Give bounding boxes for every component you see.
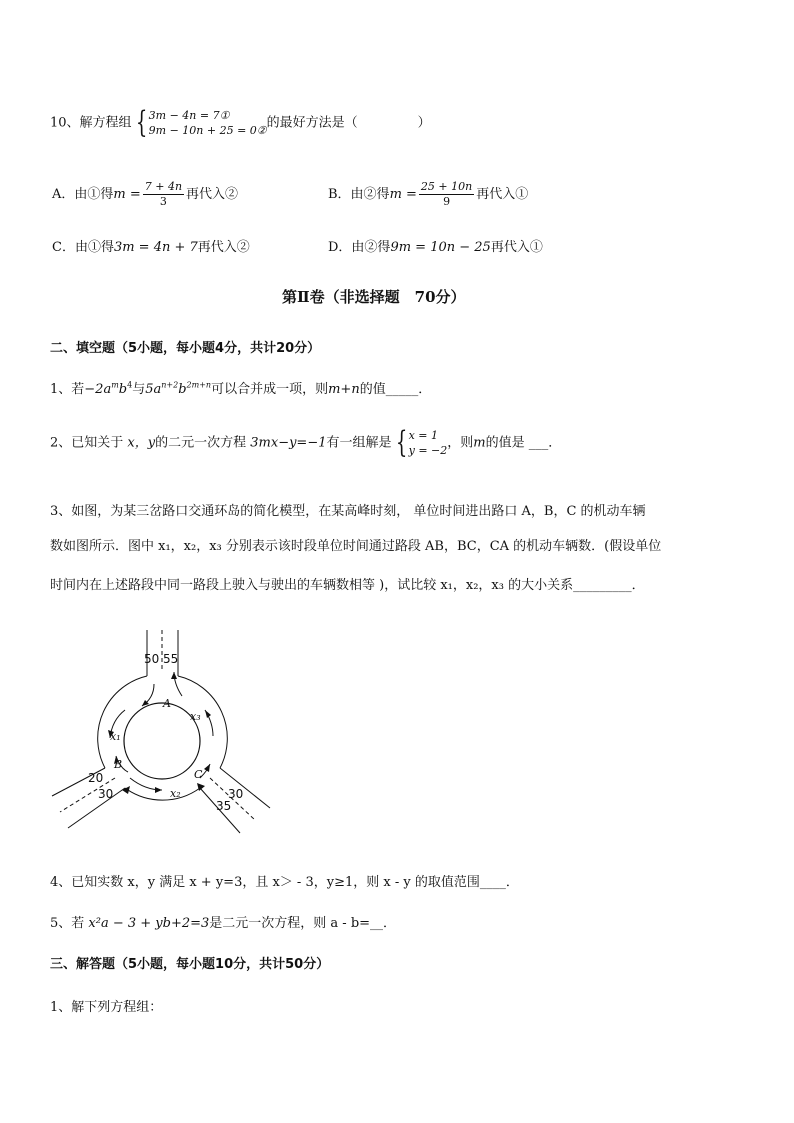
- fill-question-3-line3: 时间内在上述路段中同一路段上驶入与驶出的车辆数相等 )，试比较 x₁，x₂，x₃ 的大小关系_________．: [50, 578, 645, 593]
- option-d-tail: 再代入①: [490, 240, 543, 255]
- arrowhead-icon: [205, 710, 211, 718]
- q10-option-b: [328, 180, 528, 209]
- left-road-bottom-edge: [68, 788, 125, 828]
- fill-question-4: 4、已知实数 x，y 满足 x + y=3，且 x＞ - 3，y≥1，则 x - y 的取值范围____．: [50, 875, 519, 890]
- fq2-sol2: y = −2: [408, 444, 448, 457]
- option-a-label: A．由①得: [52, 187, 114, 202]
- q10-tail: 的最好方法是（: [266, 115, 358, 131]
- label-30-right: 30: [228, 787, 244, 801]
- label-35: 35: [216, 799, 232, 813]
- arrowhead-icon: [155, 787, 162, 793]
- brace-icon: {: [135, 105, 147, 140]
- label-a: A: [163, 697, 171, 710]
- fq2-sol1: x = 1: [408, 429, 439, 442]
- fq2-mid: 的二元一次方程: [155, 435, 247, 451]
- option-c-label: C．由①得: [52, 240, 114, 255]
- label-55: 55: [163, 652, 179, 666]
- roundabout-diagram: [50, 628, 275, 838]
- option-a-numerator: 7 + 4n: [144, 180, 183, 193]
- fq2-vars: x，y: [127, 435, 156, 451]
- section3-heading: 三、解答题（5小题，每小题10分，共计50分）: [50, 957, 330, 972]
- label-x2: x₂: [170, 787, 181, 800]
- fq1-exp1: m: [111, 380, 119, 390]
- q10-system: [132, 105, 267, 140]
- label-30-left: 30: [98, 787, 114, 801]
- fq1-term1b: b: [118, 382, 128, 397]
- q10-option-c: [52, 236, 250, 255]
- fq5-expr: x²a − 3 + yb+2=3: [88, 916, 210, 931]
- section2-heading: 二、填空题（5小题，每小题4分，共计20分）: [50, 341, 321, 356]
- label-x3: x₃: [190, 710, 201, 723]
- q10-eq2: 9m − 10n + 25 = 0②: [148, 124, 267, 137]
- outer-ring-right: [178, 676, 227, 768]
- fq1-pre: 1、若: [50, 382, 85, 397]
- q10-close: ）: [417, 115, 431, 131]
- option-a-tail: 再代入②: [186, 187, 239, 202]
- fq1-tail: 可以合并成一项，则: [211, 382, 329, 397]
- fq1-mid: 与: [132, 382, 146, 397]
- fq1-expr: m+n: [328, 382, 360, 397]
- fq1-term2b: b: [178, 382, 187, 397]
- option-b-fraction: [419, 180, 474, 209]
- option-d-label: D．由②得: [328, 240, 391, 255]
- option-b-label: B．由②得: [328, 187, 390, 202]
- fq2-tail2: 的值是 ___．: [485, 435, 562, 451]
- option-b-tail: 再代入①: [476, 187, 529, 202]
- fq2-eq: 3mx−y=−1: [250, 435, 327, 451]
- outer-ring-bottom: [125, 788, 200, 800]
- option-c-tail: 再代入②: [197, 240, 250, 255]
- fill-question-3-line2: 数如图所示．图中 x₁，x₂，x₃ 分别表示该时段单位时间通过路段 AB，BC，CA 的机动车辆数．(假设单位: [50, 539, 662, 554]
- fq2-solution-system: [392, 425, 448, 460]
- option-b-var: m =: [389, 187, 417, 202]
- fill-question-1: [50, 378, 431, 397]
- fq2-pre: 2、已知关于: [50, 435, 124, 451]
- fq1-tail2: 的值_____．: [359, 382, 432, 397]
- question-10: [50, 105, 431, 140]
- outer-ring-left: [98, 676, 147, 768]
- fq5-tail: 是二元一次方程，则 a - b=__．: [209, 916, 397, 931]
- brace-icon: {: [395, 425, 407, 460]
- q10-option-a: [52, 180, 238, 209]
- option-b-denominator: 9: [443, 195, 451, 208]
- option-a-fraction: [143, 180, 184, 209]
- label-b: B: [114, 758, 123, 771]
- label-50: 50: [144, 652, 160, 666]
- arrowhead-icon: [171, 672, 177, 679]
- fq2-tail: ，则: [447, 435, 474, 451]
- fq1-exp4: 2m+n: [186, 380, 212, 390]
- fill-question-3-line1: 3、如图，为某三岔路口交通环岛的简化模型，在某高峰时刻， 单位时间进出路口 A，B，C 的机动车辆: [50, 504, 646, 519]
- q10-eq1: 3m − 4n = 7①: [148, 109, 230, 122]
- answer-question-1: 1、解下列方程组：: [50, 1000, 163, 1015]
- fill-question-2: [50, 425, 562, 460]
- option-d-expr: 9m = 10n − 25: [390, 240, 491, 255]
- fq2-var: m: [473, 435, 486, 451]
- q10-number: 10、解方程组: [50, 115, 132, 131]
- option-a-var: m =: [113, 187, 141, 202]
- option-a-denominator: 3: [159, 195, 167, 208]
- arrowhead-icon: [204, 764, 210, 772]
- q10-option-d: [328, 236, 543, 255]
- inner-island: [124, 703, 200, 779]
- label-20: 20: [88, 771, 104, 785]
- option-c-expr: 3m = 4n + 7: [113, 240, 198, 255]
- option-b-numerator: 25 + 10n: [420, 180, 473, 193]
- fq1-term1: −2a: [84, 382, 112, 397]
- arrowhead-icon: [122, 786, 130, 794]
- label-x1: x₁: [110, 730, 121, 743]
- fq1-exp3: n+2: [161, 380, 179, 390]
- fill-question-5: [50, 912, 396, 931]
- fq2-mid2: 有一组解是: [326, 435, 392, 451]
- part2-title: 第Ⅱ卷（非选择题 70分）: [282, 288, 466, 306]
- fq5-pre: 5、若: [50, 916, 85, 931]
- fq1-exp2: 4: [127, 380, 133, 390]
- label-c: C: [194, 768, 203, 781]
- fq1-term2: 5a: [145, 382, 162, 397]
